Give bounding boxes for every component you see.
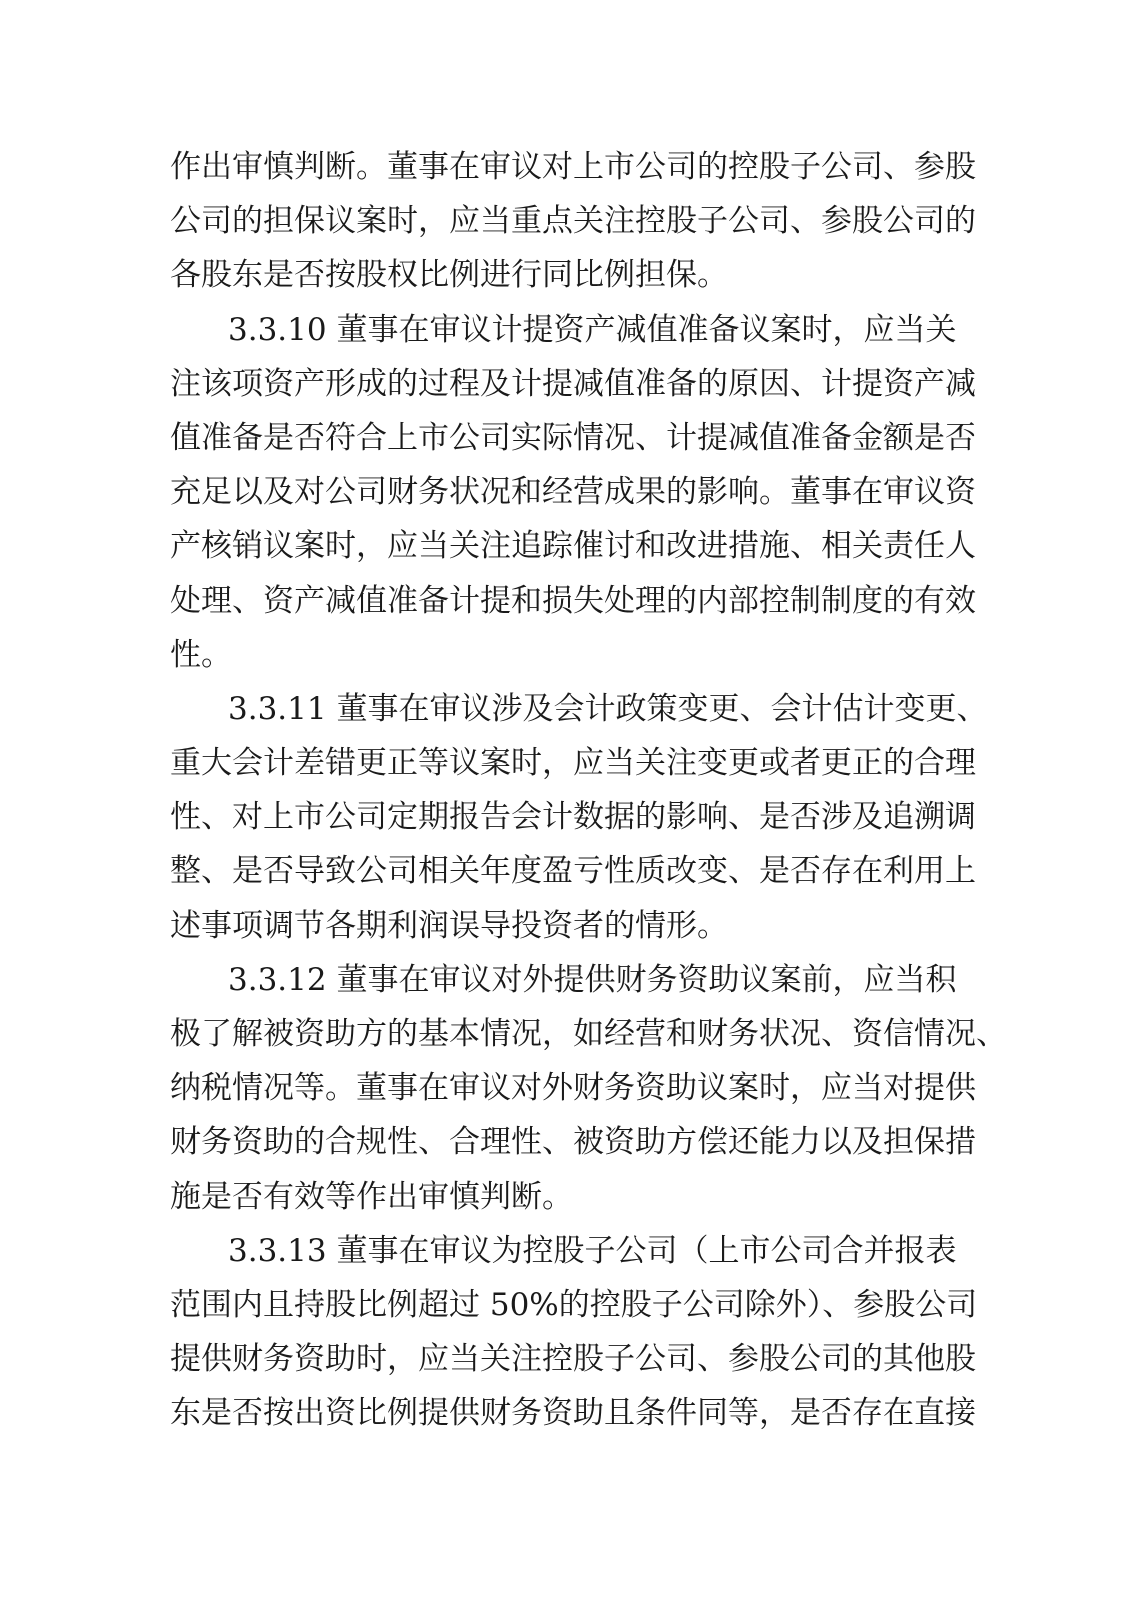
text-line: 充足以及对公司财务状况和经营成果的影响。董事在审议资 [170,474,976,511]
text-line: 注该项资产形成的过程及计提减值准备的原因、计提资产减 [170,365,976,402]
text-line: 3.3.11 董事在审议涉及会计政策变更、会计估计变更、 [228,690,988,727]
text-line: 整、是否导致公司相关年度盈亏性质改变、是否存在利用上 [170,853,976,890]
text-line: 述事项调节各期利润误导投资者的情形。 [170,907,728,944]
text-line: 公司的担保议案时，应当重点关注控股子公司、参股公司的 [170,203,976,240]
text-line: 极了解被资助方的基本情况，如经营和财务状况、资信情况、 [170,1016,1007,1052]
text-line: 财务资助的合规性、合理性、被资助方偿还能力以及担保措 [170,1124,976,1161]
text-line: 处理、资产减值准备计提和损失处理的内部控制制度的有效 [170,582,976,619]
text-line: 各股东是否按股权比例进行同比例担保。 [170,257,728,294]
body-text [170,140,1007,1441]
text-line: 值准备是否符合上市公司实际情况、计提减值准备金额是否 [170,419,976,456]
text-line: 重大会计差错更正等议案时，应当关注变更或者更正的合理 [170,745,976,782]
text-line: 性。 [170,636,232,673]
text-line: 3.3.12 董事在审议对外提供财务资助议案前，应当积 [228,961,957,998]
text-line: 3.3.10 董事在审议计提资产减值准备议案时，应当关 [228,311,957,348]
text-line: 范围内且持股比例超过 50%的控股子公司除外）、参股公司 [170,1286,978,1323]
text-line: 产核销议案时，应当关注追踪催讨和改进措施、相关责任人 [170,528,976,565]
text-line: 东是否按出资比例提供财务资助且条件同等，是否存在直接 [170,1395,976,1432]
text-line: 作出审慎判断。董事在审议对上市公司的控股子公司、参股 [170,149,976,185]
text-line: 3.3.13 董事在审议为控股子公司（上市公司合并报表 [228,1232,957,1269]
text-line: 纳税情况等。董事在审议对外财务资助议案时，应当对提供 [170,1070,976,1107]
text-line: 提供财务资助时，应当关注控股子公司、参股公司的其他股 [170,1341,976,1378]
text-line: 施是否有效等作出审慎判断。 [170,1178,573,1215]
text-line: 性、对上市公司定期报告会计数据的影响、是否涉及追溯调 [170,799,976,836]
